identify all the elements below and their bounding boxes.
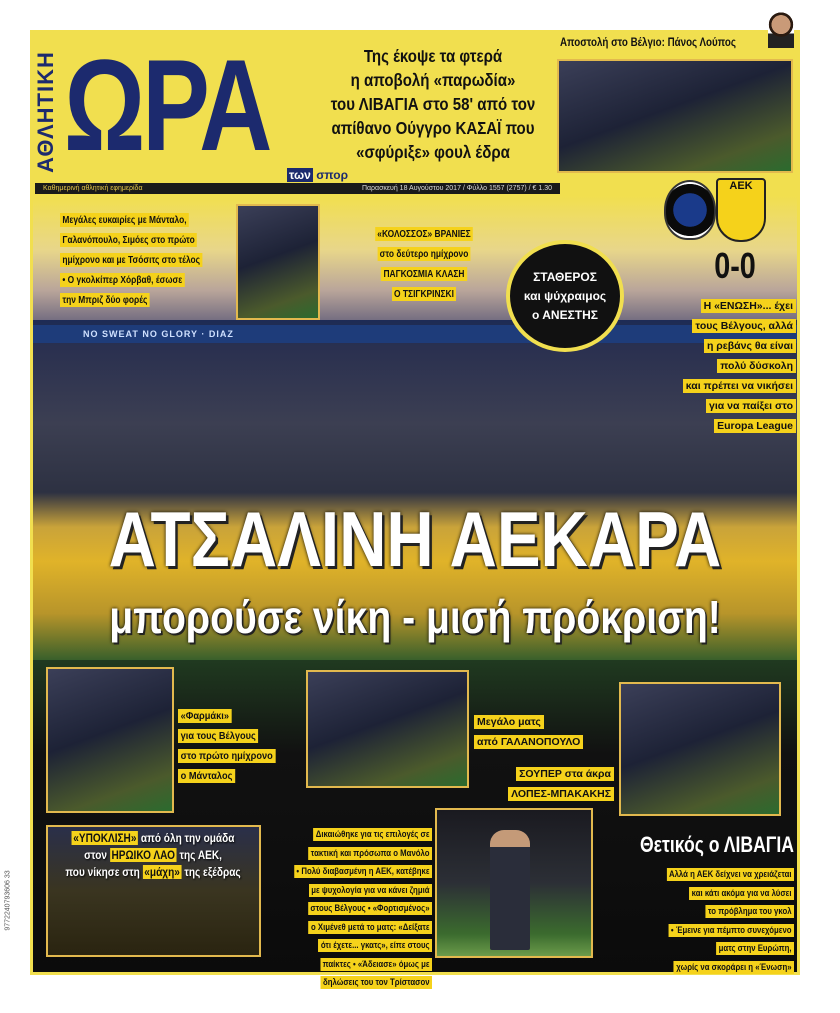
logo-subtitle: των σπορ	[289, 168, 349, 182]
reporter-avatar	[768, 12, 794, 48]
left-summary: Μεγάλες ευκαιρίες με Μάνταλο, Γαλανόπουλο, Σιμόες στο πρώτο ημίχρονο και με Τσόσιτς στο τέλος • Ο γκολκίπερ Χόρβαθ, έσωσε την Μπριζ δύο φορές	[60, 210, 232, 310]
mantalos-photo	[46, 667, 174, 813]
match-score: 0-0	[714, 245, 756, 286]
main-title: ΑΤΣΑΛΙΝΗ ΑΕΚΑΡΑ	[108, 495, 722, 583]
stadium-adboard: NO SWEAT NO GLORY · DIAZ	[83, 329, 234, 339]
anestis-badge: ΣΤΑΘΕΡΟΣ και ψύχραιμος ο ΑΝΕΣΤΗΣ	[506, 240, 624, 352]
vranjes-text: «ΚΟΛΟΣΣΟΣ» ΒΡΑΝΙΕΣ στο δεύτερο ημίχρονο ΠΑΓΚΟΣΜΙΑ ΚΛΑΣΗ Ο ΤΣΙΓΚΡΙΝΣΚΙ	[364, 224, 484, 304]
coach-figure	[490, 830, 530, 950]
caption-galanopoulos: Μεγάλο ματς από ΓΑΛΑΝΟΠΟΥΛΟ	[474, 712, 604, 752]
referee-photo	[557, 59, 793, 173]
galanopoulos-photo	[306, 670, 469, 788]
club-brugge-crest-icon	[664, 180, 716, 240]
main-subtitle: μπορούσε νίκη - μισή πρόκριση!	[109, 591, 721, 643]
right-summary: Η «ΕΝΩΣΗ»... έχει τους Βέλγους, αλλά η ρεβάνς θα είναι πολύ δύσκολη και πρέπει να νικήσει για να παίξει στο Europa League	[620, 296, 796, 436]
barcode-number: 9772240793606 33	[4, 869, 12, 931]
livaja-text: Αλλά η ΑΕΚ δείχνει να χρειάζεται και κάτι ακόμα για να λύσει το πρόβλημα του γκολ • Έμεινε για πέμπτο συνεχόμενο ματς στην Ευρώπη, χωρίς να σκοράρει η «Ένωση»	[630, 866, 794, 977]
masthead-vertical: ΑΘΛΗΤΙΚΗ	[33, 51, 58, 173]
reporter-credit: Αποστολή στο Βέλγιο: Πάνος Λούπος	[560, 37, 736, 49]
newspaper-logo: ΩΡΑ	[64, 32, 270, 178]
caption-wings: ΣΟΥΠΕΡ στα άκρα ΛΟΠΕΣ-ΜΠΑΚΑΚΗΣ	[488, 764, 614, 804]
header-duel-photo	[236, 204, 320, 320]
wing-photo	[619, 682, 781, 816]
dateline-bar: Καθημερινή αθλητική εφημερίδα Παρασκευή 18 Αυγούστου 2017 / Φύλλο 1557 (2757) / € 1.30	[35, 183, 560, 194]
top-headline: Της έκοψε τα φτερά η αποβολή «παρωδία» του ΛΙΒΑΓΙΑ στο 58' από τον απίθανο Ούγγρο ΚΑΣΑΪ που «σφύριξε» φουλ έδρα	[330, 46, 536, 162]
aek-crest-icon: ΑΕΚ	[716, 178, 766, 242]
livaja-title: Θετικός ο ΛΙΒΑΓΙΑ	[639, 832, 794, 857]
caption-mantalos: «Φαρμάκι» για τους Βέλγους στο πρώτο ημίχρονο ο Μάνταλος	[178, 706, 288, 786]
coach-text: Δικαιώθηκε για τις επιλογές σε τακτική και πρόσωπα ο Μανόλο • Πολύ διαβασμένη η ΑΕΚ, κατέβηκε με ψυχολογία για να κάνει ζημιά στους Βέλγους • «Φορτισμένος» ο Χιμένεθ μετά το ματς: «Δείξατε ότι έχετε... γκατς», είπε στους παίκτες • «Άδειασε» όμως με δηλώσεις του τον Τρίστασον	[268, 826, 432, 993]
fans-caption: «ΥΠΟΚΛΙΣΗ» από όλη την ομάδα στον ΗΡΩΙΚΟ ΛΑΟ της ΑΕΚ, που νίκησε στη «μάχη» της εξέδρας	[65, 831, 241, 879]
